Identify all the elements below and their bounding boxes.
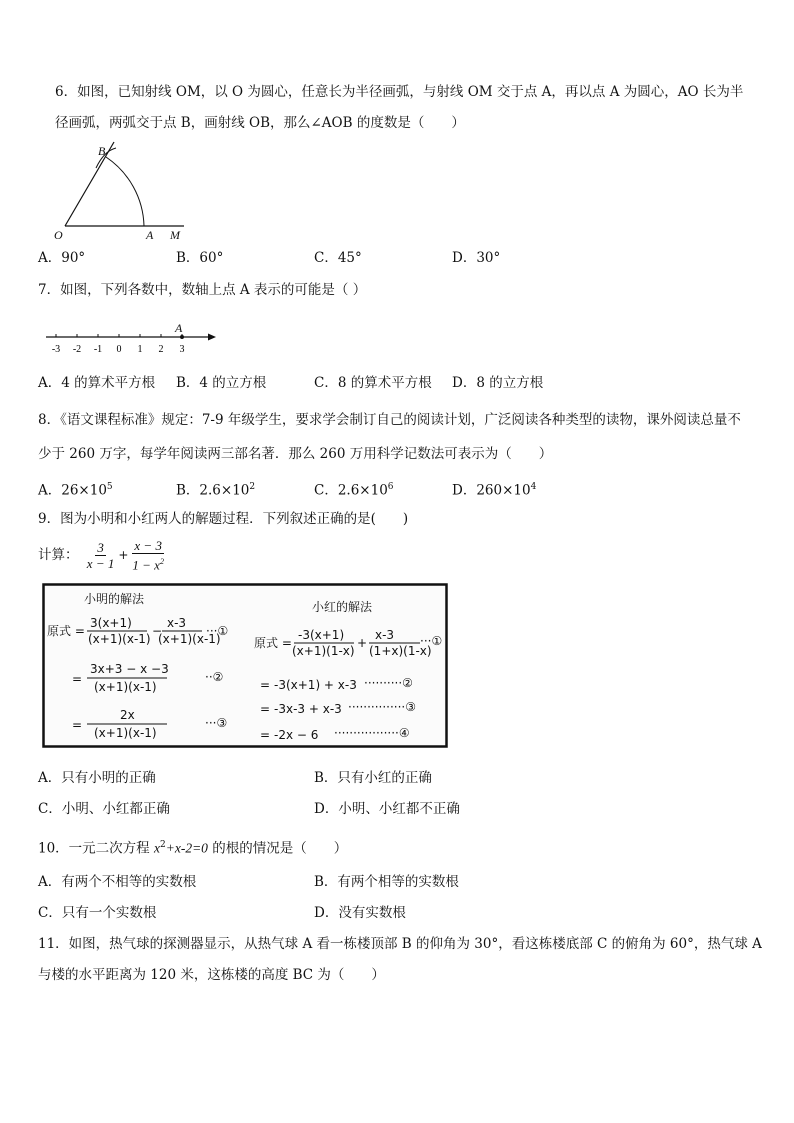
q9-option-d[interactable]: D．小明、小红都不正确: [314, 801, 460, 817]
q9-solutions-image: [42, 583, 448, 748]
xm-title: 小明的解法: [84, 592, 145, 606]
number-line-tick-label: 1: [137, 344, 143, 355]
number-line-tick-label: -3: [51, 344, 61, 355]
svg-text:原式 =: 原式 =: [47, 624, 85, 638]
q6-option-c[interactable]: C．45°: [314, 250, 362, 266]
q6-figure: [48, 138, 198, 244]
svg-text:-3x-3 + x-3: -3x-3 + x-3: [274, 702, 342, 716]
q11-stem-line-1: 11．如图，热气球的探测器显示，从热气球 A 看一栋楼顶部 B 的仰角为 30°，看这栋楼底部 C 的俯角为 60°，热气球 A: [38, 936, 762, 952]
label-m: M: [170, 228, 180, 242]
svg-text:+: +: [357, 636, 368, 650]
q8-option-d[interactable]: D．$260\times 10^4$: [452, 482, 537, 499]
svg-text:=: =: [260, 728, 271, 742]
q8-option-a[interactable]: A．$26\times 10^5$: [38, 482, 113, 499]
svg-text:(x+1)(x-1): (x+1)(x-1): [158, 632, 221, 646]
q10-option-d[interactable]: D．没有实数根: [314, 905, 406, 921]
svg-text:2x: 2x: [120, 708, 135, 722]
svg-text:-3(x+1): -3(x+1): [298, 628, 345, 642]
svg-text:原式 =: 原式 =: [254, 636, 292, 650]
label-o: O: [54, 228, 63, 242]
svg-text:(x+1)(x-1): (x+1)(x-1): [94, 726, 157, 740]
svg-text:···③: ···③: [205, 716, 228, 730]
svg-text:··②: ··②: [205, 670, 224, 684]
q11-stem-line-2: 与楼的水平距离为 120 米，这栋楼的高度 BC 为（ ）: [38, 967, 385, 983]
q7-option-c[interactable]: C．8 的算术平方根: [314, 375, 432, 391]
xh-title: 小红的解法: [312, 600, 373, 614]
label-a: A: [146, 228, 154, 242]
q7-option-b[interactable]: B．4 的立方根: [176, 375, 267, 391]
svg-text:=: =: [260, 702, 271, 716]
q9-option-c[interactable]: C．小明、小红都正确: [38, 801, 170, 817]
svg-text:3(x+1): 3(x+1): [90, 616, 132, 630]
svg-text:-2x − 6: -2x − 6: [274, 728, 319, 742]
q8-option-c[interactable]: C．$2.6\times 10^6$: [314, 482, 394, 499]
svg-text:x-3: x-3: [375, 628, 395, 642]
svg-text:=: =: [260, 678, 271, 692]
number-line-tick-label: -1: [93, 344, 103, 355]
number-line-tick-label: 2: [158, 344, 164, 355]
svg-text:···①: ···①: [420, 634, 443, 648]
q7-option-d[interactable]: D．8 的立方根: [452, 375, 544, 391]
q7-number-line: [40, 322, 218, 358]
q10-option-c[interactable]: C．只有一个实数根: [38, 905, 157, 921]
q9-option-b[interactable]: B．只有小红的正确: [314, 770, 432, 786]
svg-text:3x+3 − x −3: 3x+3 − x −3: [90, 662, 169, 676]
q10-option-a[interactable]: A．有两个不相等的实数根: [38, 874, 197, 890]
q10-option-b[interactable]: B．有两个相等的实数根: [314, 874, 459, 890]
point-a-label: A: [175, 322, 183, 335]
svg-text:=: =: [72, 718, 83, 732]
q9-option-a[interactable]: A．只有小明的正确: [38, 770, 156, 786]
svg-text:(x+1)(1-x): (x+1)(1-x): [292, 644, 355, 658]
point-a: [180, 335, 184, 339]
number-line-tick-label: 0: [116, 344, 122, 355]
svg-text:(x+1)(x-1): (x+1)(x-1): [88, 632, 151, 646]
svg-text:···①: ···①: [206, 624, 229, 638]
q9-expression: 计算： $\frac{3}{x - 1}$ + $\frac{x - 3}{1 - x^2}$: [38, 538, 164, 573]
svg-text:···············③: ···············③: [348, 700, 416, 714]
svg-text:··········②: ··········②: [364, 676, 413, 690]
svg-text:-3(x+1) + x-3: -3(x+1) + x-3: [274, 678, 357, 692]
q6-option-b[interactable]: B．60°: [176, 250, 224, 266]
number-line-tick-label: -2: [72, 344, 82, 355]
q6-stem-line-1: 6．如图，已知射线 OM，以 O 为圆心，任意长为半径画弧，与射线 OM 交于点 A，再以点 A 为圆心，AO 长为半: [55, 84, 744, 100]
q8-stem-line-2: 少于 260 万字，每学年阅读两三部名著．那么 260 万用科学记数法可表示为（ ）: [38, 446, 553, 462]
q8-stem-line-1: 8．《语文课程标准》规定：7-9 年级学生，要求学会制订自己的阅读计划，广泛阅读各种类型的读物，课外阅读总量不: [38, 412, 741, 428]
svg-text:=: =: [72, 672, 83, 686]
q10-stem: 10．一元二次方程 $x^2+x-2=0$ 的根的情况是（ ）: [38, 840, 348, 857]
q6-option-a[interactable]: A．90°: [38, 250, 86, 266]
q7-option-a[interactable]: A．4 的算术平方根: [38, 375, 156, 391]
arc-centered-o: [106, 157, 144, 226]
svg-text:(1+x)(1-x): (1+x)(1-x): [369, 644, 432, 658]
fraction-1: $\frac{3}{x - 1}$: [86, 540, 115, 571]
svg-text:·················④: ·················④: [334, 726, 410, 740]
svg-text:−: −: [152, 624, 163, 638]
ray-ob: [65, 142, 114, 226]
fraction-2: $\frac{x - 3}{1 - x^2}$: [132, 538, 164, 573]
q9-stem: 9．图为小明和小红两人的解题过程．下列叙述正确的是( ): [38, 511, 409, 527]
calc-label: 计算：: [38, 547, 79, 563]
svg-text:(x+1)(x-1): (x+1)(x-1): [94, 680, 157, 694]
q6-option-d[interactable]: D．30°: [452, 250, 501, 266]
label-b: B: [98, 144, 106, 158]
number-line-tick-label: 3: [179, 344, 185, 355]
q7-stem: 7．如图，下列各数中，数轴上点 A 表示的可能是（ ）: [38, 282, 367, 298]
svg-text:x-3: x-3: [167, 616, 187, 630]
q6-stem-line-2: 径画弧，两弧交于点 B，画射线 OB，那么∠AOB 的度数是（ ）: [55, 115, 465, 131]
q8-option-b[interactable]: B．$2.6\times 10^2$: [176, 482, 256, 499]
